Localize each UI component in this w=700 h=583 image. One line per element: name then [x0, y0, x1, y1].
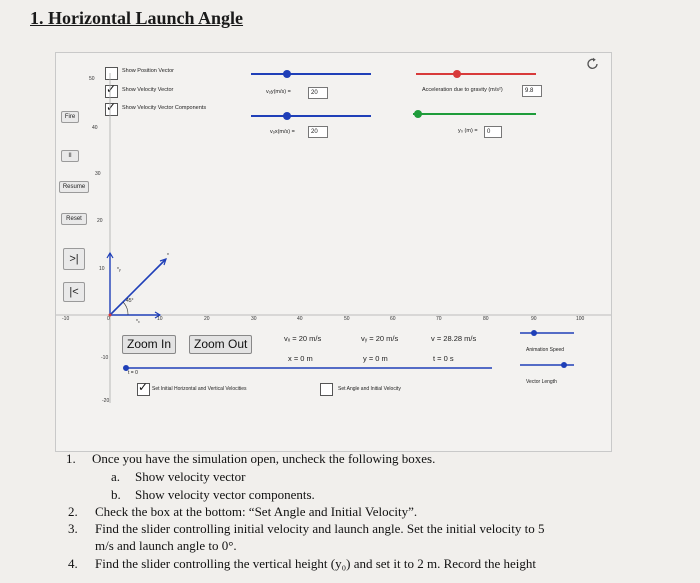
x-tick: 80 [483, 316, 489, 322]
angle-label: 45° [126, 298, 134, 304]
vx-input[interactable]: 20 [308, 126, 328, 138]
vector-length-slider[interactable] [518, 360, 576, 370]
animation-speed-label: Animation Speed [526, 347, 565, 353]
instruction-num: 3. [68, 521, 78, 536]
vy-label: vₒy(m/s) = [266, 89, 291, 95]
step-forward-button[interactable]: >| [63, 248, 85, 270]
x-tick: 40 [297, 316, 303, 322]
resume-button[interactable]: Resume [59, 181, 89, 193]
time-slider-label: t = 0 [128, 370, 138, 376]
v-vector-label: v [167, 251, 169, 256]
speed-readout: v = 28.28 m/s [431, 334, 477, 343]
vy-vector-label: $v_y$ [117, 265, 121, 272]
instruction-text: Show velocity vector components. [135, 487, 315, 502]
instruction-num: 2. [68, 504, 78, 519]
show-position-label: Show Position Vector [122, 68, 174, 74]
x-readout: x = 0 m [288, 354, 313, 363]
y-tick: -10 [101, 355, 109, 361]
set-horizontal-vertical-label: Set Initial Horizontal and Vertical Velocities [152, 386, 247, 392]
vx-readout: vₓ = 20 m/s [284, 334, 322, 343]
y-tick: -20 [102, 398, 110, 404]
instruction-num: a. [111, 469, 121, 484]
time-readout: t = 0 s [433, 354, 454, 363]
instruction-text: Find the slider controlling the vertical height (y₀) and set it to 2 m. Record the height [95, 556, 537, 571]
vy-readout: vᵧ = 20 m/s [361, 334, 399, 343]
reset-button[interactable]: Reset [61, 213, 87, 225]
x-tick: 60 [390, 316, 396, 322]
y-tick: 50 [89, 76, 95, 82]
instruction-text: m/s and launch angle to 0°. [95, 538, 237, 553]
y-tick: 20 [97, 218, 103, 224]
instruction-text: Once you have the simulation open, uncheck the following boxes. [92, 451, 436, 466]
gravity-label: Acceleration due to gravity (m/s²) [422, 87, 503, 93]
simulation-panel [55, 52, 612, 452]
vx-label: vₒx(m/s) = [270, 129, 295, 135]
fire-button[interactable]: Fire [61, 111, 79, 123]
x-tick: 90 [531, 316, 537, 322]
gravity-input[interactable]: 9.8 [522, 85, 542, 97]
step-back-button[interactable]: |< [63, 282, 85, 302]
set-angle-label: Set Angle and Initial Velocity [338, 386, 401, 392]
vector-length-label: Vector Length [526, 379, 557, 385]
page-title: 1. Horizontal Launch Angle [30, 8, 244, 28]
x-tick: 20 [204, 316, 210, 322]
x-tick: 50 [344, 316, 350, 322]
y-tick: 10 [99, 266, 105, 272]
vy-input[interactable]: 20 [308, 87, 328, 99]
instruction-num: b. [111, 487, 121, 502]
show-velocity-label: Show Velocity Vector [122, 87, 174, 93]
set-angle-checkbox[interactable] [320, 383, 333, 396]
x-tick: 30 [251, 316, 257, 322]
y0-label: y₀ (m) = [458, 128, 478, 134]
x-tick: 0 [107, 316, 110, 322]
instruction-text: Find the slider controlling initial velocity and launch angle. Set the initial velocity to 5 [95, 521, 545, 536]
y0-input[interactable]: 0 [484, 126, 502, 138]
instruction-num: 4. [68, 556, 78, 571]
pause-button[interactable]: II [61, 150, 79, 162]
x-tick: 70 [436, 316, 442, 322]
instruction-num: 1. [66, 451, 76, 466]
zoom-in-button[interactable]: Zoom In [122, 335, 176, 354]
animation-speed-slider[interactable] [518, 328, 576, 338]
x-tick: 100 [576, 316, 585, 322]
instruction-text: Show velocity vector [135, 469, 246, 484]
vx-vector-label: $v_x$ [136, 317, 140, 324]
y-tick: 40 [92, 125, 98, 131]
x-tick: -10 [62, 316, 70, 322]
instruction-text: Check the box at the bottom: “Set Angle and Initial Velocity”. [95, 504, 418, 519]
show-components-label: Show Velocity Vector Components [122, 105, 207, 111]
zoom-out-button[interactable]: Zoom Out [189, 335, 252, 354]
set-horizontal-vertical-checkbox[interactable] [137, 383, 150, 396]
time-slider[interactable] [122, 363, 494, 373]
x-tick: 10 [157, 316, 163, 322]
y-tick: 30 [95, 171, 101, 177]
y-readout: y = 0 m [363, 354, 388, 363]
